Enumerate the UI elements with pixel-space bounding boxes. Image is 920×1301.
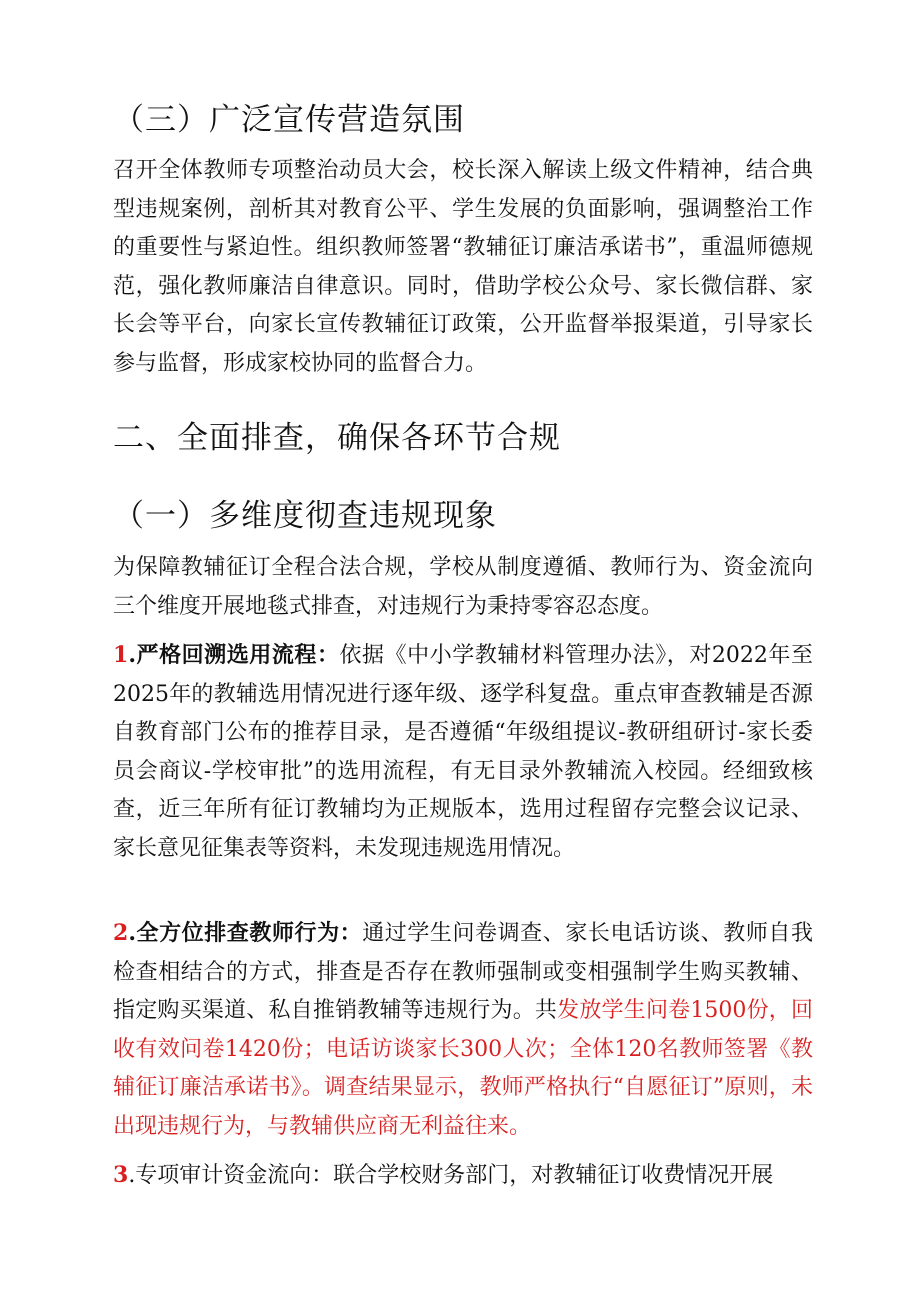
list-item-3 [113,1156,813,1196]
subsection-heading-1: （一）多维度彻查违规现象 [113,498,497,534]
item-2-title: .全方位排查教师行为： [128,920,363,946]
item-1-number: 1 [113,642,129,668]
subsection-1-intro: 为保障教辅征订全程合法合规，学校从制度遵循、教师行为、资金流向三个维度开展地毯式排查，对违规行为秉持零容忍态度。 [113,555,813,619]
item-2-number: 2 [113,920,129,946]
list-item-2 [113,914,813,1146]
section-heading-3: （三）广泛宣传营造氛围 [113,102,465,138]
item-2-text: 通过学生问卷调查、家长电话访谈、教师自我检查相结合的方式，排查是否存在教师强制或变相强制学生购买教辅、指定购买渠道、私自推销教辅等违规行为。共 [113,921,813,1023]
list-item-1 [113,636,813,868]
section-3-paragraph: 召开全体教师专项整治动员大会，校长深入解读上级文件精神，结合典型违规案例，剖析其对教育公平、学生发展的负面影响，强调整治工作的重要性与紧迫性。组织教师签署“教辅征订廉洁承诺书”，重温师德规范，强化教师廉洁自律意识。同时，借助学校公众号、家长微信群、家长会等平台，向家长宣传教辅征订政策，公开监督举报渠道，引导家长参与监督，形成家校协同的监督合力。 [113,158,813,376]
item-3-number: 3 [113,1162,129,1188]
item-1-title: .严格回溯选用流程： [128,642,340,668]
item-2-highlight-text: 发放学生问卷1500份，回收有效问卷1420份；电话访谈家长300人次；全体120名教师签署《教辅征订廉洁承诺书》。调查结果显示，教师严格执行“自愿征订”原则，未出现违规行为，与教辅供应商无利益往来。 [113,998,813,1139]
item-3-text: .专项审计资金流向：联合学校财务部门，对教辅征订收费情况开展 [128,1163,774,1188]
item-1-text: 依据《中小学教辅材料管理办法》，对2022年至2025年的教辅选用情况进行逐年级、逐学科复盘。重点审查教辅是否源自教育部门公布的推荐目录，是否遵循“年级组提议-教研组研讨-家长委员会商议-学校审批”的选用流程，有无目录外教辅流入校园。经细致核查，近三年所有征订教辅均为正规版本，选用过程留存完整会议记录、家长意见征集表等资料，未发现违规选用情况。 [113,643,813,861]
part-2-heading: 二、全面排查，确保各环节合规 [113,420,561,456]
